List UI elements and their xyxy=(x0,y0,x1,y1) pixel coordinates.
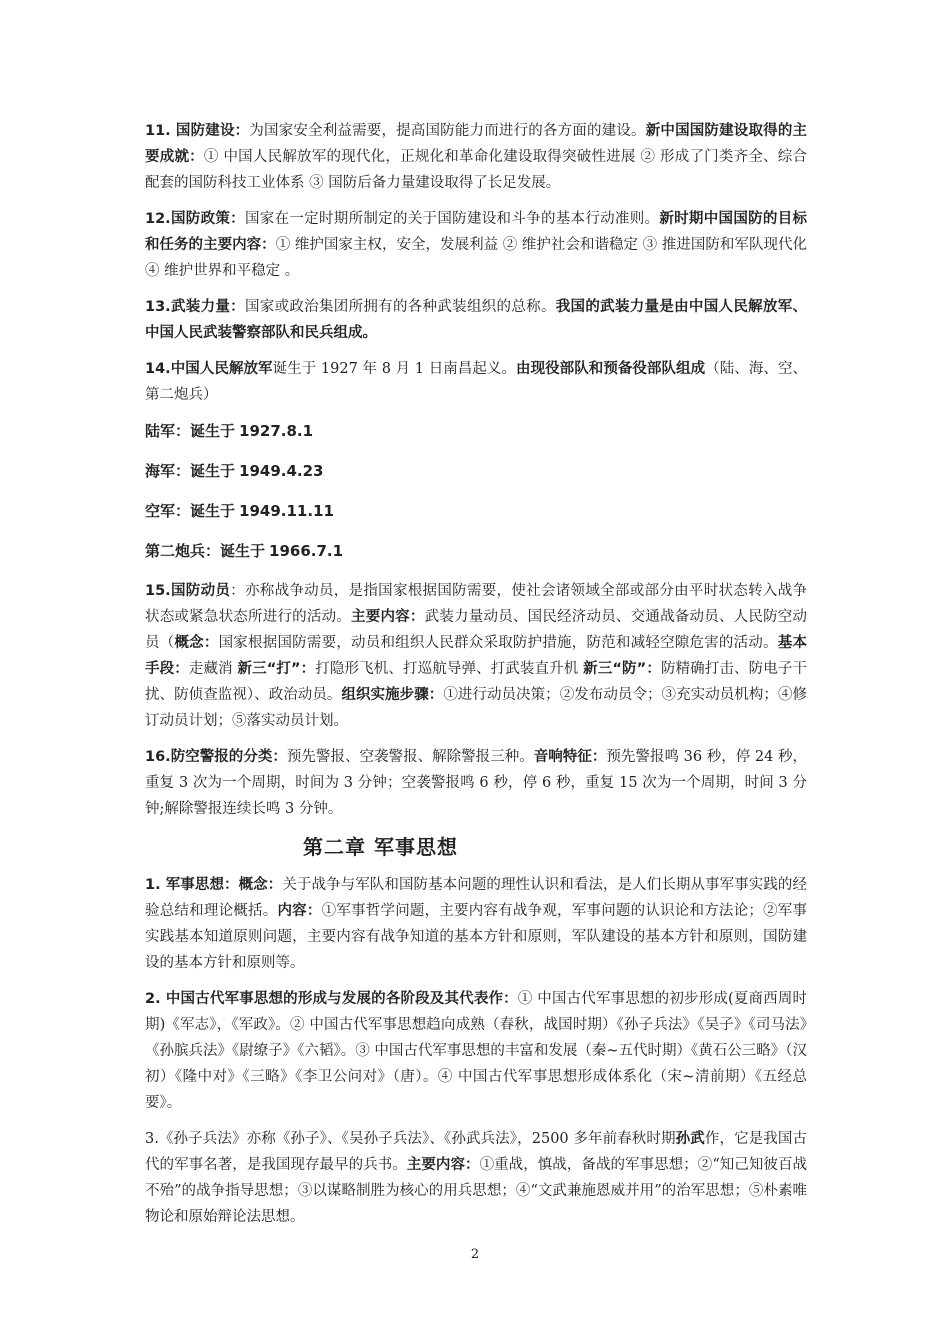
text-run: 为国家安全利益需要，提高国防能力而进行的各方面的建设。 xyxy=(249,123,646,139)
text-run: ①军事哲学问题，主要内容有战争观，军事问题的认识论和方法论；②军事实践基本知道原则问题，主要内容有战争知道的基本方针和原则，军队建设的基本方针和原则，国防建设的基本方针和原则等。 xyxy=(145,903,808,971)
service-branch-item xyxy=(145,538,807,564)
bold-term: 主要内容： xyxy=(406,1157,480,1173)
paragraph-c2 xyxy=(145,986,807,1116)
service-branch-date: 1949.11.11 xyxy=(239,502,334,520)
bold-term: 12.国防政策： xyxy=(145,211,245,227)
text-run: ① 维护国家主权，安全，发展利益 ② 维护社会和谐稳定 ③ 推进国防和军队现代化 ④ 维护世界和平稳定 。 xyxy=(145,237,808,279)
service-branch-label: 陆军：诞生于 xyxy=(145,422,236,440)
bold-term: 1. 军事思想：概念： xyxy=(145,877,283,893)
bold-term: 新三“打”： xyxy=(237,661,316,677)
chapter-title: 第二章 军事思想 xyxy=(303,835,458,859)
bold-term: 概念： xyxy=(174,635,219,651)
bold-term: 由现役部队和预备役部队组成 xyxy=(516,361,706,377)
text-run: （陆、海、空、第二炮兵） xyxy=(145,361,808,403)
text-run: ①重战，慎战，备战的军事思想；②“知己知彼百战不殆”的战争指导思想；③以谋略制胜为核心的用兵思想；④“文武兼施恩威并用”的治军思想；⑤朴素唯物论和原始辩论法思想。 xyxy=(145,1157,808,1225)
text-run: 走藏消 xyxy=(188,661,238,677)
page-content xyxy=(145,118,807,1240)
service-branch-list xyxy=(145,418,807,564)
service-branch-label: 空军：诞生于 xyxy=(145,502,236,520)
service-branch-date: 1927.8.1 xyxy=(239,422,314,440)
text-run: ① 中国人民解放军的现代化，正规化和革命化建设取得突破性进展 ② 形成了门类齐全、综合配套的国防科技工业体系 ③ 国防后备力量建设取得了长足发展。 xyxy=(145,149,808,191)
text-run: 关于战争与军队和国防基本问题的理性认识和看法，是人们长期从事军事实践的经验总结和理论概括。 xyxy=(145,877,808,919)
paragraph-c3 xyxy=(145,1126,807,1230)
text-run: 打隐形飞机、打巡航导弹、打武装直升机 xyxy=(315,661,584,677)
paragraph-p12 xyxy=(145,206,807,284)
paragraph-p14 xyxy=(145,356,807,408)
bold-term: 我国的武装力量是由中国人民解放军、中国人民武装警察部队和民兵组成。 xyxy=(145,299,808,341)
bold-term: 新中国国防建设取得的主要成就： xyxy=(145,123,808,165)
paragraph-p13 xyxy=(145,294,807,346)
text-run: 国家根据国防需要，动员和组织人民群众采取防护措施，防范和减轻空隙危害的活动。 xyxy=(218,635,778,651)
bold-term: 孙武 xyxy=(675,1131,705,1147)
text-run: 国家或政治集团所拥有的各种武装组织的总称。 xyxy=(244,299,556,315)
bold-term: 音响特征： xyxy=(533,749,607,765)
service-branch-label: 第二炮兵：诞生于 xyxy=(145,542,266,560)
service-branch-date: 1949.4.23 xyxy=(239,462,324,480)
text-run: 作，它是我国古代的军事名著，是我国现存最早的兵书。 xyxy=(145,1131,808,1173)
section-military-thought xyxy=(145,872,807,1230)
paragraph-p15 xyxy=(145,578,807,734)
section-national-defense xyxy=(145,118,807,408)
paragraph-c1 xyxy=(145,872,807,976)
bold-term: 主要内容： xyxy=(351,609,425,625)
bold-term: 15.国防动员 xyxy=(145,583,231,599)
text-run: ：亦称战争动员，是指国家根据国防需要，使社会诸领域全部或部分由平时状态转入战争状态或紧急状态所进行的活动。 xyxy=(145,583,808,625)
service-branch-item xyxy=(145,458,807,484)
text-run: 武装力量动员、国民经济动员、交通战备动员、人民防空动员（ xyxy=(145,609,808,651)
text-run: 预先警报、空袭警报、解除警报三种。 xyxy=(286,749,534,765)
bold-term: 基本手段： xyxy=(145,635,808,677)
bold-term: 新三“防”： xyxy=(583,661,661,677)
section-mobilization xyxy=(145,578,807,822)
text-run: ①进行动员决策；②发布动员令；③充实动员机构；④修订动员计划；⑤落实动员计划。 xyxy=(145,687,808,729)
bold-term: 新时期中国国防的目标和任务的主要内容： xyxy=(145,211,808,253)
bold-term: 组织实施步骤： xyxy=(341,687,444,703)
paragraph-p16 xyxy=(145,744,807,822)
service-branch-date: 1966.7.1 xyxy=(269,542,344,560)
text-run: 诞生于 1927 年 8 月 1 日南昌起义。 xyxy=(272,361,517,377)
text-run: 3.《孙子兵法》亦称《孙子》、《吴孙子兵法》、《孙武兵法》，2500 多年前春秋时期 xyxy=(145,1131,676,1147)
service-branch-label: 海军：诞生于 xyxy=(145,462,236,480)
page-number: 2 xyxy=(470,1247,480,1262)
bold-term: 2. 中国古代军事思想的形成与发展的各阶段及其代表作： xyxy=(145,991,518,1007)
bold-term: 14.中国人民解放军 xyxy=(145,361,273,377)
bold-term: 13.武装力量： xyxy=(145,299,245,315)
bold-term: 16.防空警报的分类： xyxy=(145,749,287,765)
text-run: 防精确打击、防电子干扰、防侦查监视）、政治动员。 xyxy=(145,661,808,703)
service-branch-item xyxy=(145,418,807,444)
bold-term: 11. 国防建设： xyxy=(145,123,250,139)
service-branch-item xyxy=(145,498,807,524)
bold-term: 内容： xyxy=(277,903,322,919)
paragraph-p11 xyxy=(145,118,807,196)
text-run: 国家在一定时期所制定的关于国防建设和斗争的基本行动准则。 xyxy=(244,211,660,227)
text-run: ① 中国古代军事思想的初步形成(夏商西周时期)《军志》，《军政》。② 中国古代军事思想趋向成熟（春秋，战国时期）《孙子兵法》《吴子》《司马法》《孙膑兵法》《尉缭子》《六韬》。③ 中国古代军事思想的丰富和发展（秦~五代时期）《黄石公三略》（汉初）《隆中对》《三略》《李卫公问对》（唐）。④ 中国古代军事思想形成体系化（宋~清前期）《五经总要》。 xyxy=(145,991,808,1111)
text-run: 预先警报鸣 36 秒，停 24 秒，重复 3 次为一个周期，时间为 3 分钟；空袭警报鸣 6 秒，停 6 秒，重复 15 次为一个周期，时间 3 分钟;解除警报连续长鸣 3 分钟。 xyxy=(145,749,808,817)
